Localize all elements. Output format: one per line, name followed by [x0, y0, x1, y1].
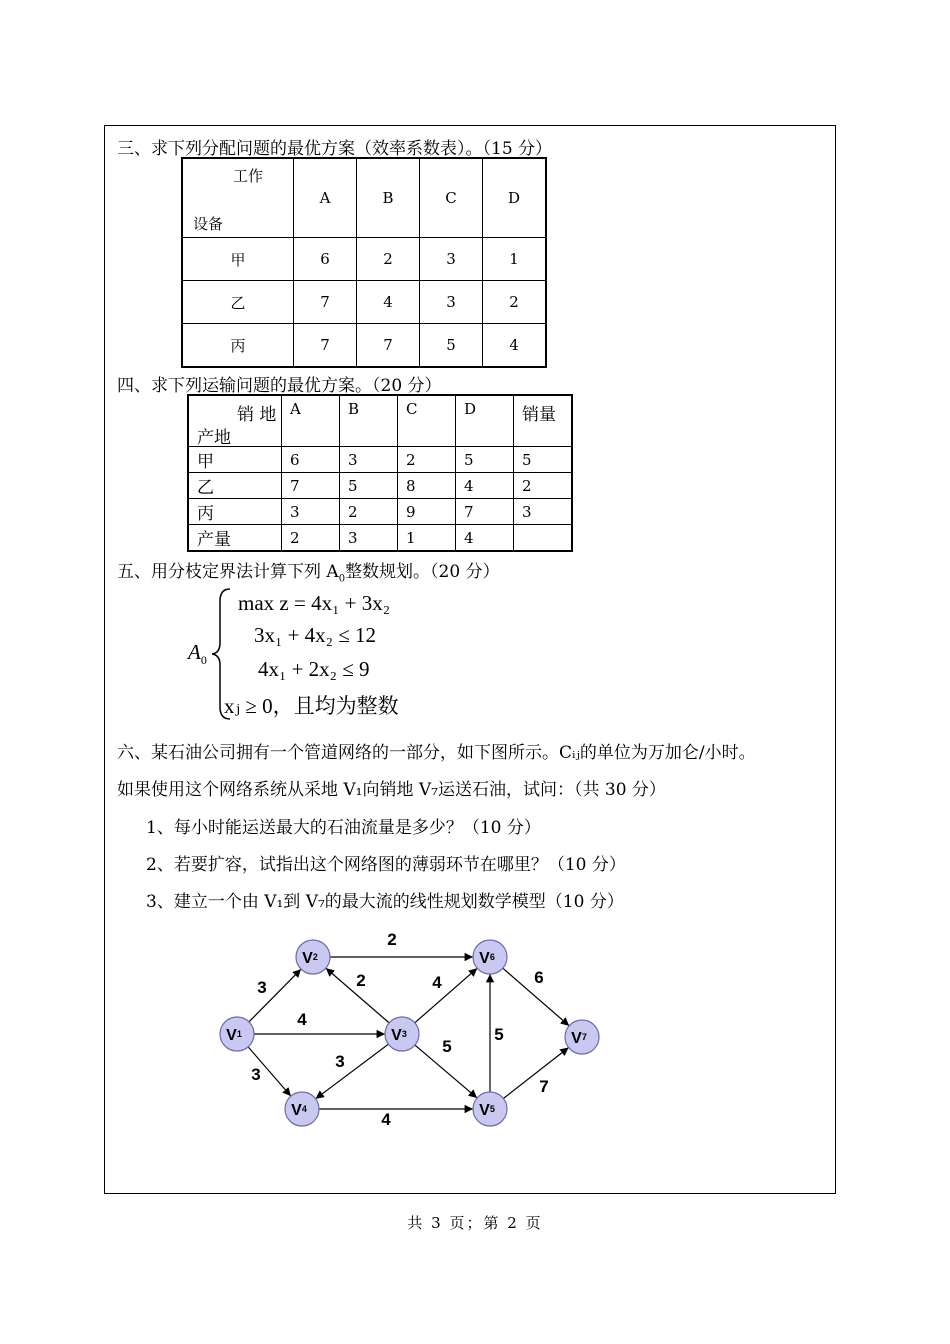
edge-capacity-label: 3 — [335, 1052, 345, 1071]
table-cell: 7 — [456, 499, 514, 525]
edge-capacity-label: 4 — [381, 1110, 391, 1129]
table-cell: 7 — [294, 281, 357, 324]
table-cell: 3 — [282, 499, 340, 525]
col-header: B — [357, 158, 420, 238]
table-cell: 8 — [398, 473, 456, 499]
node-subscript: 3 — [401, 1029, 407, 1039]
table-cell: 5 — [456, 447, 514, 473]
q4-title: 四、求下列运输问题的最优方案。（20 分） — [117, 376, 442, 396]
node-v6 — [473, 940, 507, 974]
table-cell: 7 — [282, 473, 340, 499]
table-cell: 5 — [514, 447, 573, 473]
table-cell: 6 — [294, 238, 357, 281]
node-subscript: 5 — [489, 1104, 495, 1114]
row-label: 甲 — [188, 447, 282, 473]
edge-v3-v4 — [316, 1044, 389, 1099]
col-header: 销量 — [514, 395, 573, 447]
q6-subquestion-3: 3、建立一个由 V₁到 V₇的最大流的线性规划数学模型（10 分） — [146, 892, 624, 912]
model-name-sub: 0 — [200, 653, 207, 668]
header-top-label: 工作 — [233, 167, 264, 185]
q5-title-suffix: 整数规划。（20 分） — [345, 562, 500, 582]
node-v2 — [296, 940, 330, 974]
edge-capacity-label: 4 — [432, 973, 442, 992]
table-cell: 2 — [483, 281, 547, 324]
q3-title: 三、求下列分配问题的最优方案（效率系数表）。（15 分） — [117, 139, 553, 159]
node-v7 — [565, 1020, 599, 1054]
table-cell: 2 — [357, 238, 420, 281]
row-label: 乙 — [182, 281, 294, 324]
node-subscript: 2 — [312, 952, 318, 962]
q6-subquestion-2: 2、若要扩容，试指出这个网络图的薄弱环节在哪里？（10 分） — [146, 855, 626, 875]
table-cell: 9 — [398, 499, 456, 525]
node-label: V4 — [291, 1102, 307, 1119]
table-cell: 3 — [420, 281, 483, 324]
table-cell: 3 — [420, 238, 483, 281]
model-name: $A_0$ — [188, 640, 207, 668]
q5-title-sub: 0 — [338, 573, 346, 585]
edge-capacity-label: 6 — [534, 968, 544, 987]
objective-function: max z = 4x₁ + 3x₂ — [238, 591, 391, 615]
node-label: V5 — [479, 1102, 495, 1119]
table-cell: 5 — [420, 324, 483, 368]
node-subscript: 6 — [489, 952, 495, 962]
header-bottom-label: 设备 — [193, 215, 224, 233]
edge-capacity-label: 7 — [539, 1077, 549, 1096]
col-header: C — [398, 395, 456, 447]
node-label: V2 — [302, 950, 318, 967]
table-cell: 3 — [340, 525, 398, 552]
table-cell: 4 — [456, 525, 514, 552]
edge-capacity-label: 2 — [387, 930, 397, 949]
node-v5 — [473, 1092, 507, 1126]
table-cell: 2 — [514, 473, 573, 499]
node-v3 — [385, 1017, 419, 1051]
constraint-3-math: xⱼ ≥ 0， — [224, 694, 294, 718]
node-v1 — [220, 1017, 254, 1051]
row-label: 丙 — [182, 324, 294, 368]
col-header: D — [483, 158, 547, 238]
constraint-1: 3x₁ + 4x₂ ≤ 12 — [254, 623, 377, 647]
node-label: V6 — [479, 950, 495, 967]
q5-title-prefix: 五、用分枝定界法计算下列 A — [117, 562, 339, 582]
col-header: D — [456, 395, 514, 447]
node-label: V1 — [226, 1027, 242, 1044]
table-cell: 2 — [398, 447, 456, 473]
table-cell: 7 — [357, 324, 420, 368]
row-label: 产量 — [188, 525, 282, 552]
row-label: 丙 — [188, 499, 282, 525]
node-subscript: 4 — [301, 1104, 307, 1114]
edge-capacity-label: 3 — [257, 978, 267, 997]
col-header: C — [420, 158, 483, 238]
row-label: 甲 — [182, 238, 294, 281]
table-cell: 4 — [357, 281, 420, 324]
edge-v3-v6 — [415, 968, 477, 1023]
col-header: B — [340, 395, 398, 447]
node-v4 — [285, 1092, 319, 1126]
table-cell: 1 — [483, 238, 547, 281]
col-header: A — [282, 395, 340, 447]
edge-capacity-label: 2 — [356, 971, 366, 990]
constraint-3-text: 且均为整数 — [293, 694, 399, 718]
page-footer: 共 3 页；第 2 页 — [407, 1214, 543, 1232]
node-subscript: 1 — [236, 1029, 242, 1039]
table-cell: 4 — [456, 473, 514, 499]
node-label: V3 — [391, 1027, 407, 1044]
edge-capacity-label: 4 — [297, 1010, 307, 1029]
constraint-2: 4x₁ + 2x₂ ≤ 9 — [258, 657, 370, 681]
table-cell: 3 — [340, 447, 398, 473]
edge-capacity-label: 5 — [494, 1025, 504, 1044]
row-label: 乙 — [188, 473, 282, 499]
header-top-label: 销 地 — [237, 405, 277, 425]
node-subscript: 7 — [581, 1032, 587, 1042]
q6-subquestion-1: 1、每小时能运送最大的石油流量是多少？（10 分） — [146, 818, 541, 838]
edge-capacity-label: 3 — [251, 1065, 261, 1084]
edge-v5-v7 — [503, 1047, 568, 1098]
table-cell: 2 — [340, 499, 398, 525]
q6-line-2: 如果使用这个网络系统从采地 V₁向销地 V₇运送石油，试问：（共 30 分） — [117, 780, 666, 800]
table-cell: 2 — [282, 525, 340, 552]
col-header: A — [294, 158, 357, 238]
table-cell: 3 — [514, 499, 573, 525]
edge-capacity-label: 5 — [442, 1037, 452, 1056]
node-label: V7 — [571, 1030, 587, 1047]
table-cell: 5 — [340, 473, 398, 499]
table-cell: 6 — [282, 447, 340, 473]
table-cell: 7 — [294, 324, 357, 368]
table-cell: 4 — [483, 324, 547, 368]
header-bottom-label: 产地 — [197, 428, 231, 448]
q6-line-1: 六、某石油公司拥有一个管道网络的一部分，如下图所示。Cᵢⱼ的单位为万加仑/小时。 — [117, 743, 756, 763]
table-cell: 1 — [398, 525, 456, 552]
